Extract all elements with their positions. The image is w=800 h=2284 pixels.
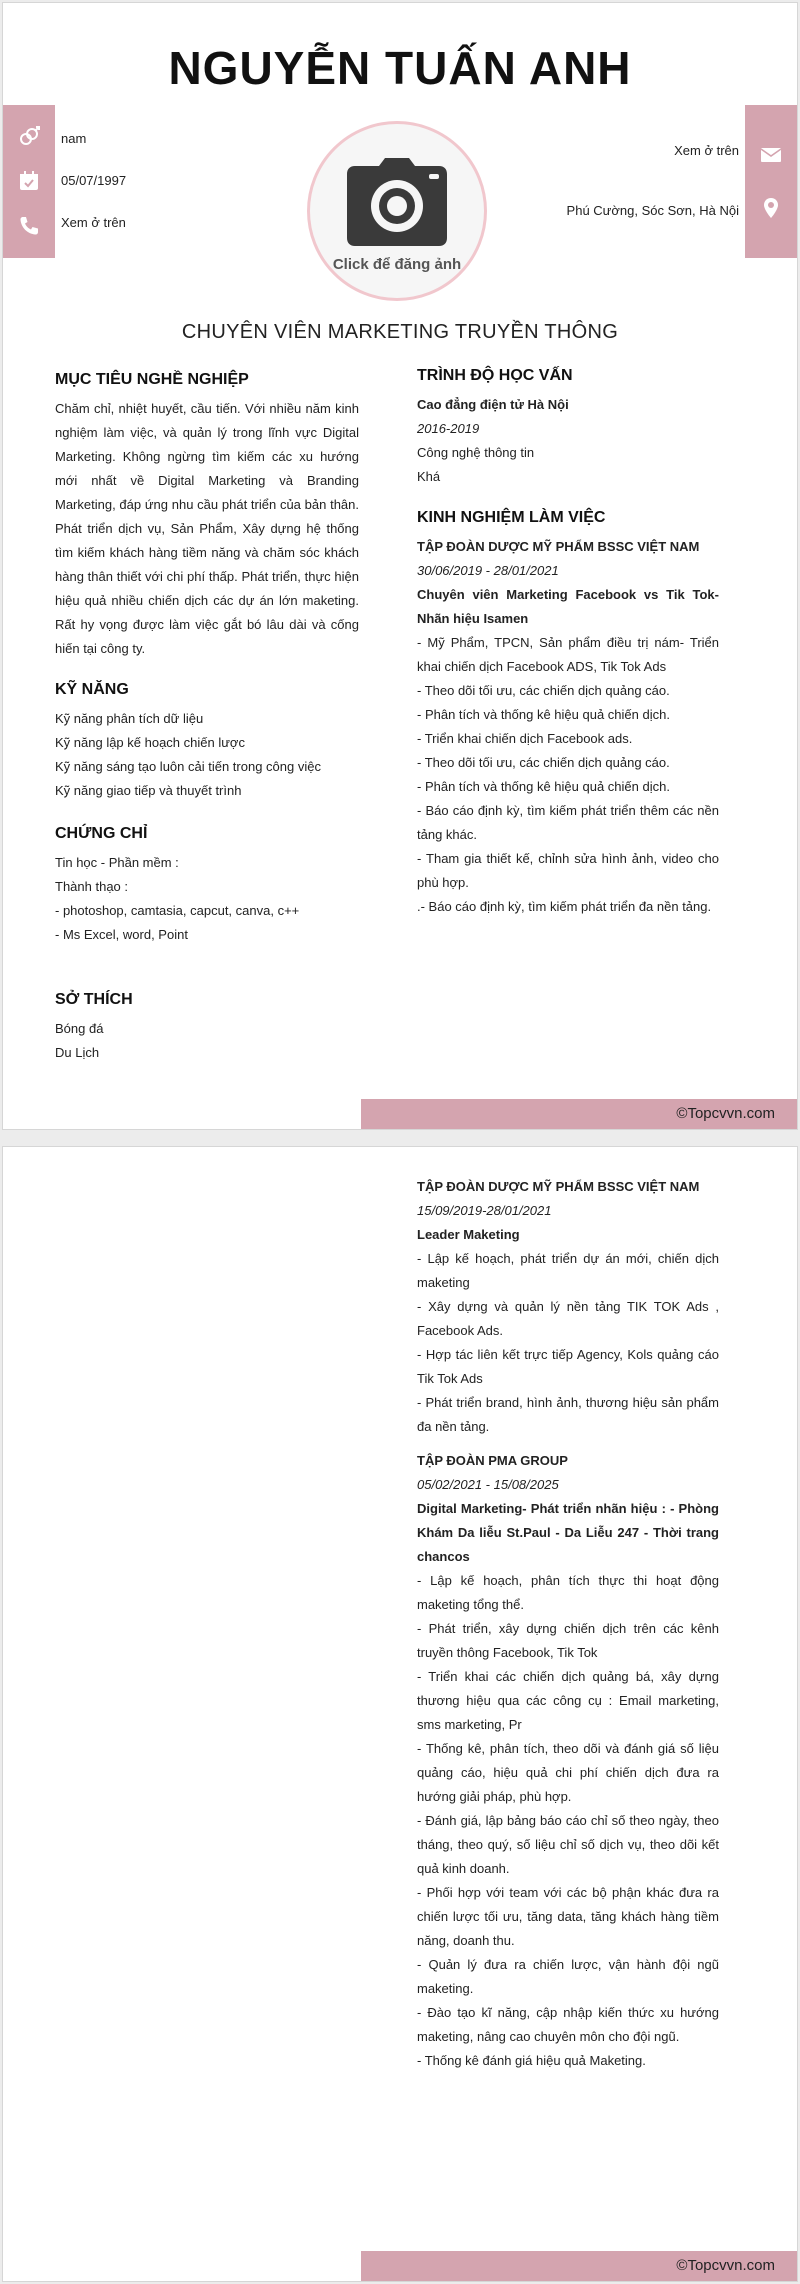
- email-value: Xem ở trên: [674, 143, 739, 158]
- education-period: 2016-2019: [417, 421, 480, 436]
- hobby-item: Du Lịch: [55, 1045, 100, 1060]
- job-detail: - Theo dõi tối ưu, các chiến dịch quảng cáo.: [417, 755, 670, 770]
- job-detail: - Phát triển brand, hình ảnh, thương hiệu sản phẩm đa nền tảng.: [417, 1395, 719, 1434]
- job-detail: - Phân tích và thống kê hiệu quả chiến dịch.: [417, 707, 670, 722]
- camera-icon: [345, 156, 449, 248]
- job-detail: - Xây dựng và quản lý nền tảng TIK TOK Ads , Facebook Ads.: [417, 1299, 719, 1338]
- job-detail: - Hợp tác liên kết trực tiếp Agency, Kols quảng cáo Tik Tok Ads: [417, 1347, 719, 1386]
- education-title: TRÌNH ĐỘ HỌC VẤN: [417, 367, 573, 384]
- job-period: 05/02/2021 - 15/08/2025: [417, 1477, 559, 1492]
- candidate-name: NGUYỄN TUẤN ANH: [168, 42, 632, 94]
- avatar-caption: Click để đăng ảnh: [332, 255, 462, 273]
- phone-icon: [16, 213, 42, 239]
- job-detail: - Báo cáo định kỳ, tìm kiếm phát triển thêm các nền tảng khác.: [417, 803, 719, 842]
- education-section: [417, 367, 719, 489]
- job-role: Chuyên viên Marketing Facebook vs Tik Tok- Nhãn hiệu Isamen: [417, 587, 719, 626]
- job-detail: - Lập kế hoạch, phát triển dự án mới, chiến dịch maketing: [417, 1251, 719, 1290]
- experience-continued: [417, 1175, 719, 2073]
- birthday-value: 05/07/1997: [61, 173, 127, 188]
- job-detail: - Lập kế hoạch, phân tích thực thi hoạt động maketing tổng thể.: [417, 1573, 719, 1612]
- education-major: Công nghệ thông tin: [417, 445, 535, 460]
- skill-item: Kỹ năng lập kế hoạch chiến lược: [55, 735, 245, 750]
- job-detail: - Phân tích và thống kê hiệu quả chiến dịch.: [417, 779, 670, 794]
- calendar-icon: [16, 168, 42, 194]
- job-detail: - Mỹ Phẩm, TPCN, Sản phẩm điều trị nám- Triển khai chiến dịch Facebook ADS, Tik Tok Ads: [417, 635, 719, 674]
- cv-page-2: [2, 1146, 798, 2282]
- certificates-title: CHỨNG CHỈ: [55, 825, 148, 842]
- job-detail: - Phát triển, xây dựng chiến dịch trên các kênh truyền thông Facebook, Tik Tok: [417, 1621, 719, 1660]
- phone-value: Xem ở trên: [61, 215, 126, 230]
- cv-page-1: [2, 2, 798, 1130]
- address-value: Phú Cường, Sóc Sơn, Hà Nội: [566, 203, 739, 218]
- certificate-item: Tin học - Phần mềm :: [55, 855, 179, 870]
- school-name: Cao đẳng điện tử Hà Nội: [417, 397, 569, 412]
- job-role: Digital Marketing- Phát triển nhãn hiệu : - Phòng Khám Da liễu St.Paul - Da Liễu 247 - Thời trang chancos: [417, 1501, 719, 1564]
- hobby-item: Bóng đá: [55, 1021, 104, 1036]
- avatar-upload[interactable]: [307, 121, 487, 301]
- job-company: TẬP ĐOÀN DƯỢC MỸ PHẨM BSSC VIỆT NAM: [417, 1179, 700, 1194]
- skills-section: [55, 681, 359, 803]
- hobbies-title: SỞ THÍCH: [55, 991, 133, 1008]
- certificate-item: Thành thạo :: [55, 879, 128, 894]
- job-detail: - Đánh giá, lập bảng báo cáo chỉ số theo ngày, theo tháng, theo quý, số liệu chỉ số dịch vụ, theo dõi kết quả kinh doanh.: [417, 1813, 719, 1876]
- experience-section: [417, 509, 719, 919]
- job-company: TẬP ĐOÀN PMA GROUP: [417, 1453, 568, 1468]
- job-detail: - Tham gia thiết kế, chỉnh sửa hình ảnh, video cho phù hợp.: [417, 851, 719, 890]
- footer-brand: ©Topcvvn.com: [361, 2251, 797, 2281]
- job-detail: .- Báo cáo định kỳ, tìm kiếm phát triển đa nền tảng.: [417, 899, 712, 914]
- certificates-section: [55, 825, 359, 947]
- job-detail: - Triển khai các chiến dịch quảng bá, xây dựng thương hiệu qua các công cụ : Email marketing, sms marketing, Pr: [417, 1669, 719, 1732]
- job-detail: - Quản lý đưa ra chiến lược, vận hành đội ngũ maketing.: [417, 1957, 719, 1996]
- job-title: CHUYÊN VIÊN MARKETING TRUYỀN THÔNG: [181, 321, 619, 343]
- certificate-item: - Ms Excel, word, Point: [55, 927, 188, 942]
- left-info-band: [3, 105, 55, 258]
- skill-item: Kỹ năng phân tích dữ liệu: [55, 711, 204, 726]
- job-period: 15/09/2019-28/01/2021: [417, 1203, 552, 1218]
- objective-title: MỤC TIÊU NGHỀ NGHIỆP: [55, 371, 249, 388]
- right-info-band: [745, 105, 797, 258]
- skills-title: KỸ NĂNG: [55, 681, 129, 698]
- job-detail: - Thống kê đánh giá hiệu quả Maketing.: [417, 2053, 646, 2068]
- job-period: 30/06/2019 - 28/01/2021: [417, 563, 559, 578]
- objective-section: [55, 371, 359, 661]
- education-grade: Khá: [417, 469, 441, 484]
- job-role: Leader Maketing: [417, 1227, 520, 1242]
- job-detail: - Phối hợp với team với các bộ phận khác đưa ra chiến lược tối ưu, tăng data, tăng khách hàng tiềm năng, doanh thu.: [417, 1885, 719, 1948]
- gender-icon: [16, 124, 42, 150]
- job-company: TẬP ĐOÀN DƯỢC MỸ PHẨM BSSC VIỆT NAM: [417, 539, 700, 554]
- footer-brand: ©Topcvvn.com: [361, 1099, 797, 1129]
- job-detail: - Theo dõi tối ưu, các chiến dịch quảng cáo.: [417, 683, 670, 698]
- email-icon: [758, 142, 784, 168]
- skill-item: Kỹ năng sáng tạo luôn cải tiến trong công việc: [55, 759, 321, 774]
- experience-title: KINH NGHIỆM LÀM VIỆC: [417, 509, 606, 526]
- skill-item: Kỹ năng giao tiếp và thuyết trình: [55, 783, 242, 798]
- job-detail: - Triển khai chiến dịch Facebook ads.: [417, 731, 633, 746]
- job-detail: - Thống kê, phân tích, theo dõi và đánh giá số liệu quảng cáo, hiệu quả chi phí chiến dịch đưa ra hướng giải pháp, phù hợp.: [417, 1741, 719, 1804]
- objective-text: Chăm chỉ, nhiệt huyết, cầu tiến. Với nhiều năm kinh nghiệm làm việc, và quản lý trong lĩnh vực Digital Marketing. Không ngừng tìm kiếm các xu hướng mới nhất về Digital Marketing và Branding Marketing, đáp ứng nhu cầu phát triển của bản thân. Phát triển dịch vụ, Sản Phẩm, Xây dựng hệ thống tìm kiếm khách hàng tiềm năng và chăm sóc khách hàng thân thiết với chi phí thấp. Phát triển, thực hiện hiệu quả nhiều chiến dịch các dự án lớn maketing. Rất hy vọng được làm việc gắt bó lâu dài và cống hiến tại công ty.: [55, 401, 359, 656]
- location-pin-icon: [758, 195, 784, 221]
- hobbies-section: [55, 991, 359, 1065]
- job-detail: - Đào tạo kĩ năng, cập nhập kiến thức xu hướng maketing, nâng cao chuyên môn cho đội ngũ.: [417, 2005, 719, 2044]
- certificate-item: - photoshop, camtasia, capcut, canva, c++: [55, 903, 300, 918]
- gender-value: nam: [61, 131, 87, 146]
